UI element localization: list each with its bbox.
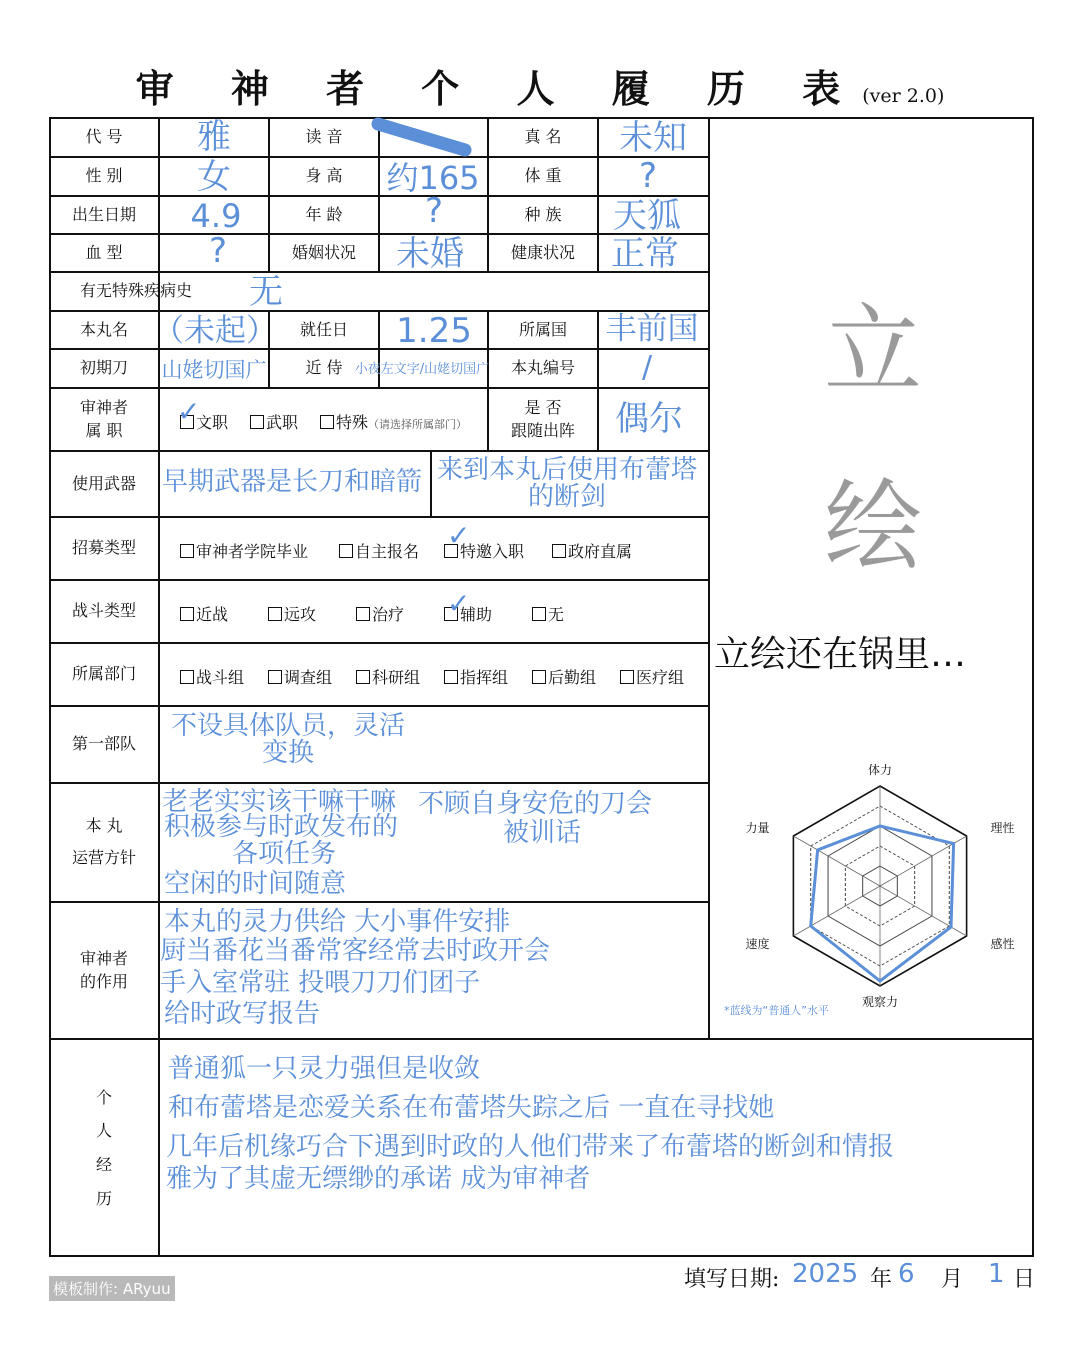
radar-axis-label-4: 速度 bbox=[745, 937, 770, 951]
date-year-unit: 年 bbox=[870, 1267, 893, 1292]
policy-right-2: 被训话 bbox=[503, 818, 582, 848]
value-weight: ? bbox=[638, 156, 658, 197]
label-first-unit: 第一部队 bbox=[71, 734, 136, 754]
department-option-0[interactable]: 战斗组 bbox=[180, 665, 244, 688]
combat-option-3[interactable]: 辅助 bbox=[444, 602, 492, 625]
date-day bbox=[988, 1259, 1005, 1289]
duty-option-2[interactable]: 特殊（请选择所属部门） bbox=[320, 410, 467, 433]
label-attendant: 近 侍 bbox=[305, 358, 343, 378]
label-follow-line2: 跟随出阵 bbox=[510, 421, 575, 440]
portrait-char-2: 绘 bbox=[824, 470, 923, 584]
checkbox[interactable] bbox=[532, 670, 546, 684]
checkbox[interactable] bbox=[180, 544, 194, 558]
label-marital: 婚姻状况 bbox=[291, 242, 356, 262]
title-main: 审 神 者 个 人 履 历 表 bbox=[135, 66, 863, 111]
label-department: 所属部门 bbox=[71, 664, 136, 684]
recruit-option-2[interactable]: 特邀入职 bbox=[444, 539, 524, 562]
combat-option-1[interactable]: 远攻 bbox=[268, 602, 316, 625]
recruit-option-1[interactable]: 自主报名 bbox=[339, 539, 419, 562]
label-history-char2: 人 bbox=[95, 1121, 112, 1141]
label-citadel-no: 本丸编号 bbox=[510, 358, 575, 378]
label-combat: 战斗类型 bbox=[71, 601, 136, 621]
label-policy-line2: 运营方针 bbox=[71, 848, 136, 867]
label-birthday: 出生日期 bbox=[71, 204, 136, 224]
value-attendant: 小夜左文字/山姥切国广 bbox=[354, 361, 490, 377]
label-true-name: 真 名 bbox=[524, 127, 562, 147]
checkbox[interactable] bbox=[532, 607, 546, 621]
label-blood: 血 型 bbox=[85, 242, 123, 262]
value-weapon-left: 早期武器是长刀和暗箭 bbox=[161, 467, 422, 498]
radar-axis-label-5: 力量 bbox=[745, 821, 770, 835]
label-disease: 有无特殊疾病史 bbox=[79, 281, 192, 301]
template-credit: 模板制作: ARyuu bbox=[49, 1276, 175, 1301]
checkbox[interactable] bbox=[356, 670, 370, 684]
date-month-value: 6 bbox=[898, 1259, 915, 1289]
title-version: (ver 2.0) bbox=[862, 85, 945, 107]
label-duty-line1: 审神者 bbox=[79, 397, 128, 417]
label-role-line2: 的作用 bbox=[79, 972, 128, 991]
value-code: 雅 bbox=[197, 117, 231, 158]
department-option-3[interactable]: 指挥组 bbox=[444, 665, 508, 688]
label-follow-line1: 是 否 bbox=[524, 397, 562, 417]
checkbox[interactable] bbox=[552, 544, 566, 558]
recruit-option-3[interactable]: 政府直属 bbox=[552, 539, 632, 562]
radar-axis-label-1: 理性 bbox=[990, 821, 1015, 835]
department-option-1[interactable]: 调查组 bbox=[268, 665, 332, 688]
value-weapon-right: 来到本丸后使用布蕾塔的断剑 bbox=[436, 454, 697, 512]
radar-axis-label-0: 体力 bbox=[867, 763, 893, 777]
label-weapon: 使用武器 bbox=[71, 473, 136, 493]
checkbox[interactable] bbox=[356, 607, 370, 621]
value-race: 天狐 bbox=[613, 196, 681, 237]
label-appointed: 就任日 bbox=[299, 319, 348, 339]
checkbox[interactable] bbox=[320, 415, 334, 429]
radar-chart bbox=[712, 748, 1032, 1028]
label-weight: 体 重 bbox=[524, 166, 562, 186]
checkbox[interactable] bbox=[268, 670, 282, 684]
label-code: 代 号 bbox=[85, 127, 123, 147]
role-line-3: 手入室常驻 投喂刀刀们团子 bbox=[160, 968, 481, 998]
strike-mark bbox=[370, 116, 480, 160]
value-first-unit: 不设具体队员，灵活变换 bbox=[170, 710, 405, 768]
value-country: 丰前国 bbox=[605, 310, 699, 347]
department-option-5[interactable]: 医疗组 bbox=[620, 665, 684, 688]
label-role bbox=[50, 902, 158, 1038]
radar-note: *蓝线为“普通人”水平 bbox=[724, 1004, 829, 1017]
value-height: 约165 bbox=[386, 159, 480, 198]
label-follow bbox=[489, 388, 597, 450]
radar-axis-4 bbox=[793, 886, 880, 936]
date-month bbox=[898, 1259, 915, 1289]
policy-right-1: 不顾自身安危的刀会 bbox=[418, 789, 653, 819]
label-race: 种 族 bbox=[524, 204, 562, 224]
value-true-name: 未知 bbox=[619, 118, 687, 159]
combat-option-4[interactable]: 无 bbox=[532, 602, 564, 625]
value-birthday: 4.9 bbox=[190, 197, 242, 236]
duty-hint: （请选择所属部门） bbox=[368, 418, 468, 431]
checkbox[interactable] bbox=[180, 607, 194, 621]
value-blood: ? bbox=[208, 231, 228, 272]
value-appointed: 1.25 bbox=[396, 311, 472, 352]
checkbox[interactable] bbox=[444, 670, 458, 684]
label-history bbox=[50, 1039, 158, 1257]
check-mark-icon: ✓ bbox=[447, 519, 471, 552]
label-country: 所属国 bbox=[518, 319, 567, 339]
duty-option-0[interactable]: 文职 bbox=[180, 410, 228, 433]
value-follow: 偶尔 bbox=[615, 399, 683, 440]
label-gender: 性 别 bbox=[85, 166, 123, 186]
page-title bbox=[0, 58, 1080, 113]
value-marital: 未婚 bbox=[396, 234, 464, 275]
checkbox[interactable] bbox=[268, 607, 282, 621]
history-line-2: 和布蕾塔是恋爱关系在布蕾塔失踪之后 一直在寻找她 bbox=[168, 1093, 775, 1123]
duty-option-1[interactable]: 武职 bbox=[250, 410, 298, 433]
check-mark-icon: ✓ bbox=[447, 587, 471, 620]
combat-option-0[interactable]: 近战 bbox=[180, 602, 228, 625]
radar-axis-label-2: 感性 bbox=[990, 937, 1015, 951]
label-recruit: 招募类型 bbox=[71, 538, 136, 558]
checkbox[interactable] bbox=[180, 670, 194, 684]
radar-axis-2 bbox=[880, 886, 967, 936]
label-history-char4: 历 bbox=[95, 1188, 112, 1208]
date-month-unit: 月 bbox=[941, 1267, 964, 1292]
label-reading: 读 音 bbox=[305, 127, 343, 147]
radar-axis-label-3: 观察力 bbox=[861, 995, 899, 1009]
policy-line-1: 老老实实该干嘛干嘛 bbox=[162, 787, 397, 817]
role-line-1: 本丸的灵力供给 大小事件安排 bbox=[164, 907, 511, 937]
label-policy bbox=[50, 783, 158, 901]
label-duty-line2: 属 职 bbox=[85, 421, 123, 440]
history-line-3: 几年后机缘巧合下遇到时政的人他们带来了布蕾塔的断剑和情报 bbox=[166, 1132, 895, 1162]
policy-line-2: 积极参与时政发布的 bbox=[164, 812, 399, 842]
value-disease: 无 bbox=[249, 272, 283, 313]
value-health: 正常 bbox=[611, 234, 679, 275]
date-day-value: 1 bbox=[988, 1259, 1005, 1289]
date-day-unit: 日 bbox=[1013, 1267, 1036, 1292]
value-age: ? bbox=[424, 191, 444, 232]
check-mark-icon: ✓ bbox=[177, 395, 201, 428]
checkbox[interactable] bbox=[250, 415, 264, 429]
label-health: 健康状况 bbox=[510, 242, 575, 262]
recruit-option-0[interactable]: 审神者学院毕业 bbox=[180, 539, 308, 562]
checkbox[interactable] bbox=[620, 670, 634, 684]
value-citadel-no: / bbox=[641, 350, 653, 386]
department-option-2[interactable]: 科研组 bbox=[356, 665, 420, 688]
policy-line-3: 各项任务 bbox=[232, 839, 337, 869]
label-role-line1: 审神者 bbox=[79, 948, 128, 968]
date-year-value: 2025 bbox=[792, 1259, 859, 1289]
label-initial-sword: 初期刀 bbox=[79, 358, 128, 378]
label-policy-line1: 本 丸 bbox=[85, 816, 123, 835]
portrait-char-1: 立 bbox=[824, 294, 923, 408]
label-height: 身 高 bbox=[305, 166, 343, 186]
label-history-char1: 个 bbox=[95, 1087, 112, 1107]
label-citadel-name: 本丸名 bbox=[79, 319, 128, 339]
portrait-note: 立绘还在锅里… bbox=[714, 634, 967, 675]
role-line-4: 给时政写报告 bbox=[164, 999, 321, 1029]
checkbox[interactable] bbox=[339, 544, 353, 558]
date-year bbox=[792, 1259, 858, 1289]
label-age: 年 龄 bbox=[305, 204, 343, 224]
value-gender: 女 bbox=[197, 157, 231, 198]
policy-line-4: 空闲的时间随意 bbox=[164, 869, 347, 899]
department-option-4[interactable]: 后勤组 bbox=[532, 665, 596, 688]
value-citadel-name: （未起） bbox=[153, 312, 277, 349]
role-line-2: 厨当番花当番常客经常去时政开会 bbox=[160, 936, 551, 966]
value-initial-sword: 山姥切国广 bbox=[161, 357, 267, 382]
history-line-1: 普通狐一只灵力强但是收敛 bbox=[168, 1054, 481, 1084]
label-duty bbox=[50, 388, 158, 450]
label-history-char3: 经 bbox=[95, 1155, 112, 1174]
combat-option-2[interactable]: 治疗 bbox=[356, 602, 404, 625]
date-label: 填写日期: bbox=[684, 1267, 780, 1292]
history-line-4: 雅为了其虚无缥缈的承诺 成为审神者 bbox=[166, 1164, 591, 1194]
